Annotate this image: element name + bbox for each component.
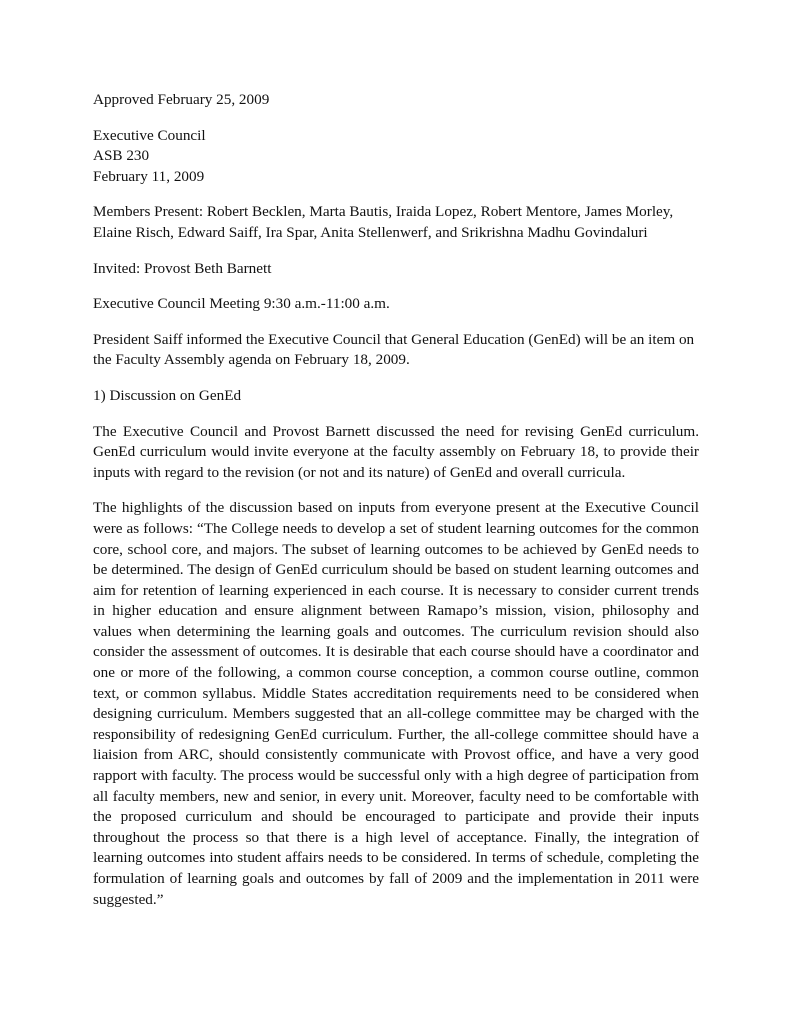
members-line-2: Elaine Risch, Edward Saiff, Ira Spar, Anita Stellenwerf, and Srikrishna Madhu Govindaluri (93, 223, 648, 241)
meeting-date: February 11, 2009 (93, 167, 205, 185)
discussion-paragraph-1: The Executive Council and Provost Barnett discussed the need for revising GenEd curriculum. GenEd curriculum would invite everyone at the faculty assembly on February 18, to provide their inputs with regard to the revision (or not and its nature) of GenEd and overall curricula. (93, 422, 699, 481)
invited-line: Invited: Provost Beth Barnett (93, 259, 272, 277)
discussion-paragraph-2: The highlights of the discussion based on inputs from everyone present at the Executive Council were as follows: “The College needs to develop a set of student learning outcomes for the common core, school core, and majors. The subset of learning outcomes to be achieved by GenEd needs to be determined. The design of GenEd curriculum should be based on student learning outcomes and aim for retention of learning experienced in each course. It is necessary to consider current trends in higher education and ensure alignment between Ramapo’s mission, vision, philosophy and values when determining the learning goals and outcomes. The curriculum revision should also consider the assessment of outcomes. It is desirable that each course should have a coordinator and one or more of the following, a common course conception, a common course outline, common text, or common syllabus. Middle States accreditation requirements need to be considered when designing curriculum. Members suggested that an all-college committee may be charged with the responsibility of redesigning GenEd curriculum. Further, the all-college committee should have a liaision from ARC, should consistently communicate with Provost office, and have a very good rapport with faculty. The process would be successful only with a high degree of participation from all faculty members, new and senior, in every unit. Moreover, faculty need to be comfortable with the proposed curriculum and should be encouraged to participate and provide their inputs throughout the process so that there is a high level of acceptance. Finally, the integration of learning outcomes into student affairs needs to be considered. In terms of schedule, completing the formulation of learning goals and outcomes by fall of 2009 and the implementation in 2011 were suggested.” (93, 499, 699, 908)
meeting-room: ASB 230 (93, 147, 150, 165)
announcement-paragraph: President Saiff informed the Executive Council that General Education (GenEd) will be an item on the Faculty Assembly agenda on February 18, 2009. (93, 330, 695, 369)
document-page (93, 90, 699, 910)
meeting-time: Executive Council Meeting 9:30 a.m.-11:00 a.m. (93, 295, 390, 313)
approval-line: Approved February 25, 2009 (93, 91, 270, 108)
members-present (93, 202, 699, 243)
council-name: Executive Council (93, 126, 206, 144)
members-line-1: Members Present: Robert Becklen, Marta Bautis, Iraida Lopez, Robert Mentore, James Morley, (93, 203, 674, 221)
meeting-header (93, 126, 699, 188)
section-heading: 1) Discussion on GenEd (93, 386, 242, 404)
